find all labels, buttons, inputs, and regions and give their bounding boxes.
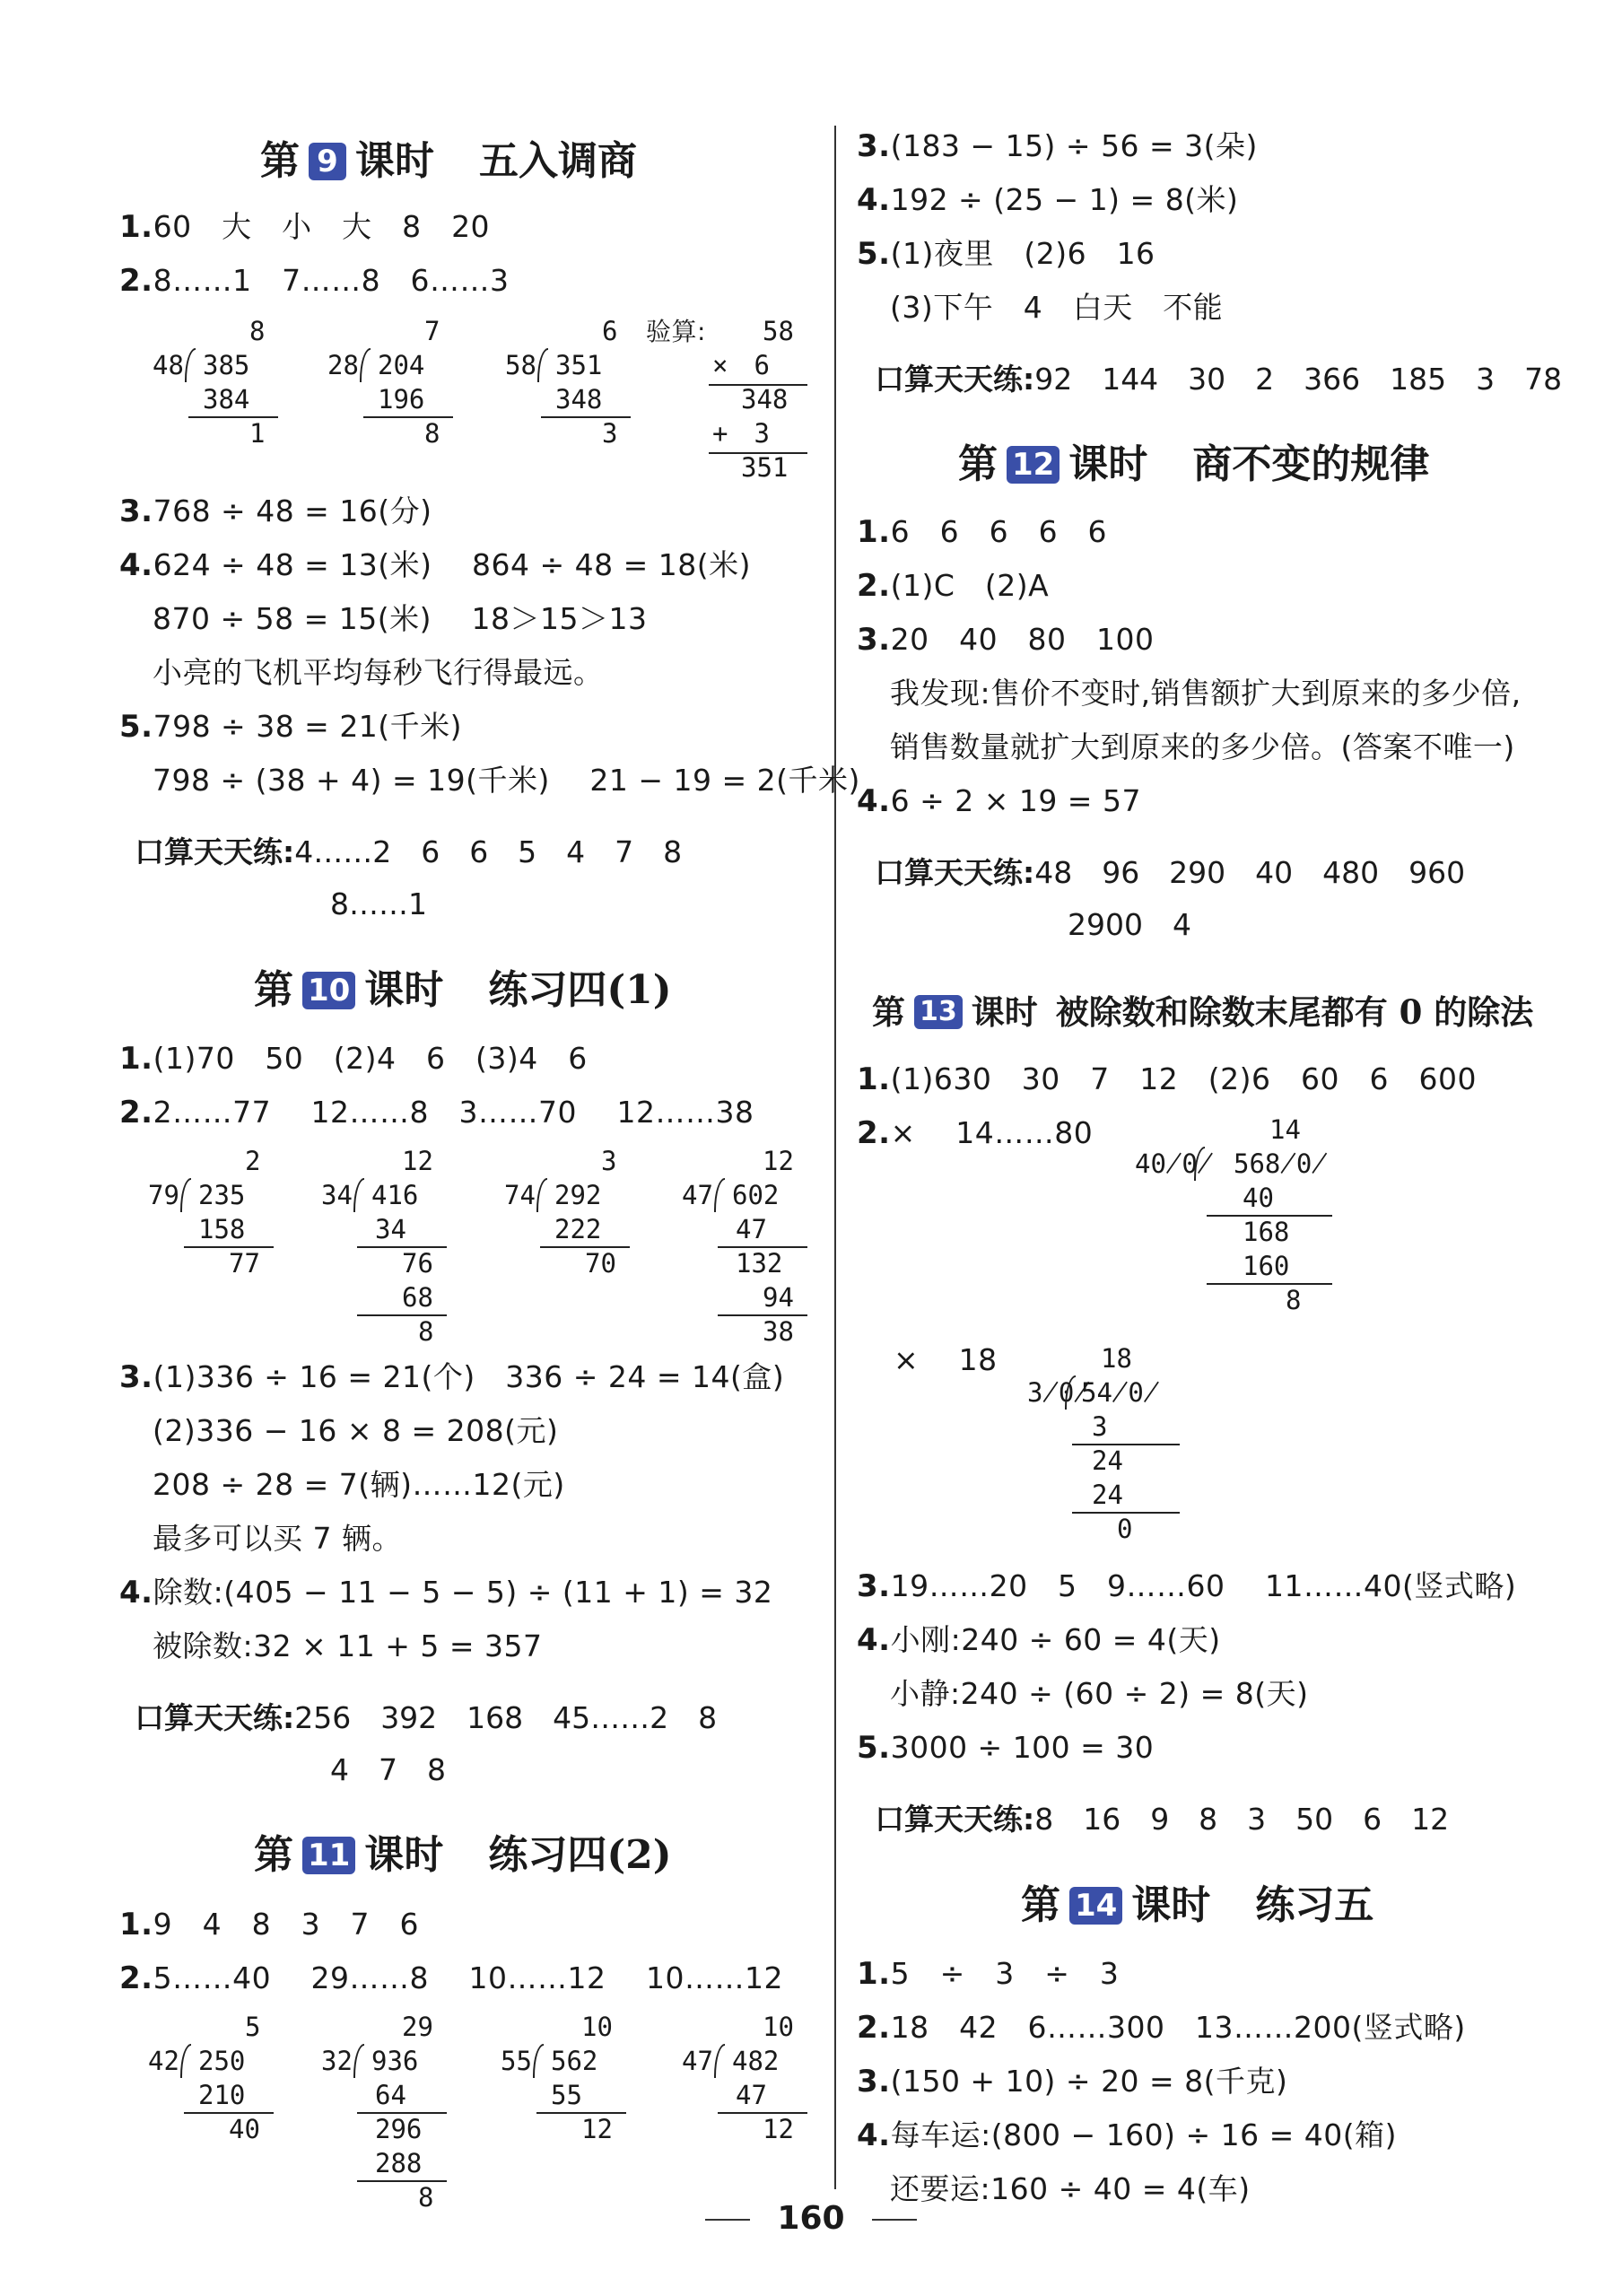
lesson-14-title: 第 14 课时 练习五	[1021, 1881, 1373, 1931]
lesson-10-title: 第 10 课时 练习四(1)	[254, 965, 672, 1016]
l13-answer-1: 1.(1)630 30 7 12 (2)6 60 6 600	[857, 1061, 1478, 1097]
l11-answer-5: 5.(1)夜里 (2)6 16	[857, 236, 1155, 272]
l12-answer-2: 2.(1)C (2)A	[857, 568, 1050, 604]
lesson-number-badge: 12	[1007, 446, 1060, 484]
lesson-name: 练习四(2)	[488, 1832, 672, 1878]
l9-answer-1: 1.60 大 小 大 8 20	[119, 209, 491, 245]
check-label: 验算:	[646, 317, 706, 346]
l11-answer-5-line-2: (3)下午 4 白天 不能	[890, 290, 1224, 325]
l12-answer-3-line-2: 我发现:售价不变时,销售额扩大到原来的多少倍,	[890, 676, 1522, 711]
l9-answer-5-line-2: 798 ÷ (38 + 4) = 19(千米) 21 − 19 = 2(千米)	[153, 763, 860, 798]
lesson-12-title: 第 12 课时 商不变的规律	[958, 440, 1429, 490]
column-divider	[834, 126, 836, 2189]
l9-answer-4-line-3: 小亮的飞机平均每秒飞行得最远。	[153, 655, 604, 690]
lesson-13-title: 第 13 课时 被除数和除数末尾都有 0 的除法	[872, 987, 1533, 1037]
l12-mental-math-practice-line-2: 2900 4	[1068, 907, 1191, 942]
l10-answer-3-line-2: (2)336 − 16 × 8 = 208(元)	[153, 1413, 559, 1448]
l9-answer-4-line-2: 870 ÷ 58 = 15(米) 18＞15＞13	[153, 601, 648, 636]
l10-answer-3-line-4: 最多可以买 7 辆。	[153, 1521, 402, 1556]
lesson-number-badge: 13	[914, 995, 963, 1029]
l10-answer-2: 2.2……77 12……8 3……70 12……38	[119, 1095, 754, 1131]
title-mid: 课时	[355, 138, 434, 184]
lesson-number-badge: 9	[309, 143, 346, 180]
lesson-9-title	[260, 136, 637, 187]
l9-answer-3: 3.768 ÷ 48 = 16(分)	[119, 493, 432, 529]
l9-answer-2: 2.8……1 7……8 6……3	[119, 263, 510, 299]
l11-answer-1: 1.9 4 8 3 7 6	[119, 1907, 420, 1942]
l9-answer-5: 5.798 ÷ 38 = 21(千米)	[119, 709, 463, 745]
l12-answer-1: 1.6 6 6 6 6	[857, 514, 1108, 550]
lesson-number-badge: 14	[1069, 1887, 1122, 1925]
lesson-name: 五入调商	[479, 138, 637, 184]
lesson-name: 练习五	[1255, 1882, 1374, 1928]
l14-answer-4: 4.每车运:(800 − 160) ÷ 16 = 40(箱)	[857, 2117, 1398, 2153]
l10-mental-math-practice-line-2: 4 7 8	[330, 1752, 446, 1787]
l13-answer-3: 3.19……20 5 9……60 11……40(竖式略)	[857, 1568, 1517, 1604]
lesson-number-badge: 10	[302, 972, 355, 1009]
lesson-number-badge: 11	[302, 1837, 355, 1874]
l10-answer-4-line-2: 被除数:32 × 11 + 5 = 357	[153, 1628, 543, 1663]
l13-mental-math-practice: 口算天天练:8 16 9 8 3 50 6 12	[875, 1802, 1450, 1837]
l12-answer-3: 3.20 40 80 100	[857, 622, 1155, 658]
l11-answer-3: 3.(183 − 15) ÷ 56 = 3(朵)	[857, 128, 1258, 164]
l13-answer-2: 2.× 14……80	[857, 1115, 1094, 1151]
l10-answer-3: 3.(1)336 ÷ 16 = 21(个) 336 ÷ 24 = 14(盒)	[119, 1359, 785, 1395]
l9-answer-4: 4.624 ÷ 48 = 13(米) 864 ÷ 48 = 18(米)	[119, 547, 752, 583]
l9-mental-math-practice: 口算天天练:4……2 6 6 5 4 7 8	[135, 834, 683, 869]
l13-answer-2-part-2: × 18	[894, 1342, 998, 1377]
l12-mental-math-practice: 口算天天练:48 96 290 40 480 960	[875, 855, 1466, 890]
l14-answer-3: 3.(150 + 10) ÷ 20 = 8(千克)	[857, 2064, 1288, 2100]
title-prefix: 第	[260, 138, 300, 184]
l14-answer-1: 1.5 ÷ 3 ÷ 3	[857, 1956, 1120, 1992]
l10-answer-3-line-3: 208 ÷ 28 = 7(辆)……12(元)	[153, 1467, 565, 1502]
lesson-name: 商不变的规律	[1192, 441, 1430, 487]
l12-answer-4: 4.6 ÷ 2 × 19 = 57	[857, 783, 1141, 819]
l11-answer-2: 2.5……40 29……8 10……12 10……12	[119, 1960, 783, 1996]
l10-answer-1: 1.(1)70 50 (2)4 6 (3)4 6	[119, 1041, 588, 1077]
l13-answer-4-line-2: 小静:240 ÷ (60 ÷ 2) = 8(天)	[890, 1676, 1309, 1711]
l13-answer-4: 4.小刚:240 ÷ 60 = 4(天)	[857, 1622, 1221, 1658]
lesson-name: 练习四(1)	[488, 967, 672, 1013]
lesson-name: 被除数和除数末尾都有 0 的除法	[1055, 992, 1534, 1032]
lesson-11-title: 第 11 课时 练习四(2)	[254, 1830, 672, 1881]
l14-answer-2: 2.18 42 6……300 13……200(竖式略)	[857, 2010, 1466, 2046]
l9-mental-math-practice-line-2: 8……1	[330, 886, 427, 921]
page-number: 160	[0, 2200, 1622, 2237]
l11-answer-4: 4.192 ÷ (25 − 1) = 8(米)	[857, 182, 1239, 218]
l12-answer-3-line-3: 销售数量就扩大到原来的多少倍。(答案不唯一)	[890, 729, 1515, 764]
l10-mental-math-practice: 口算天天练:256 392 168 45……2 8	[135, 1700, 718, 1735]
l13-answer-5: 5.3000 ÷ 100 = 30	[857, 1730, 1155, 1766]
l11-mental-math-practice: 口算天天练:92 144 30 2 366 185 3 78	[875, 362, 1563, 397]
l14-answer-4-line-2: 还要运:160 ÷ 40 = 4(车)	[890, 2171, 1251, 2206]
l10-answer-4: 4.除数:(405 − 11 − 5 − 5) ÷ (11 + 1) = 32	[119, 1575, 773, 1611]
